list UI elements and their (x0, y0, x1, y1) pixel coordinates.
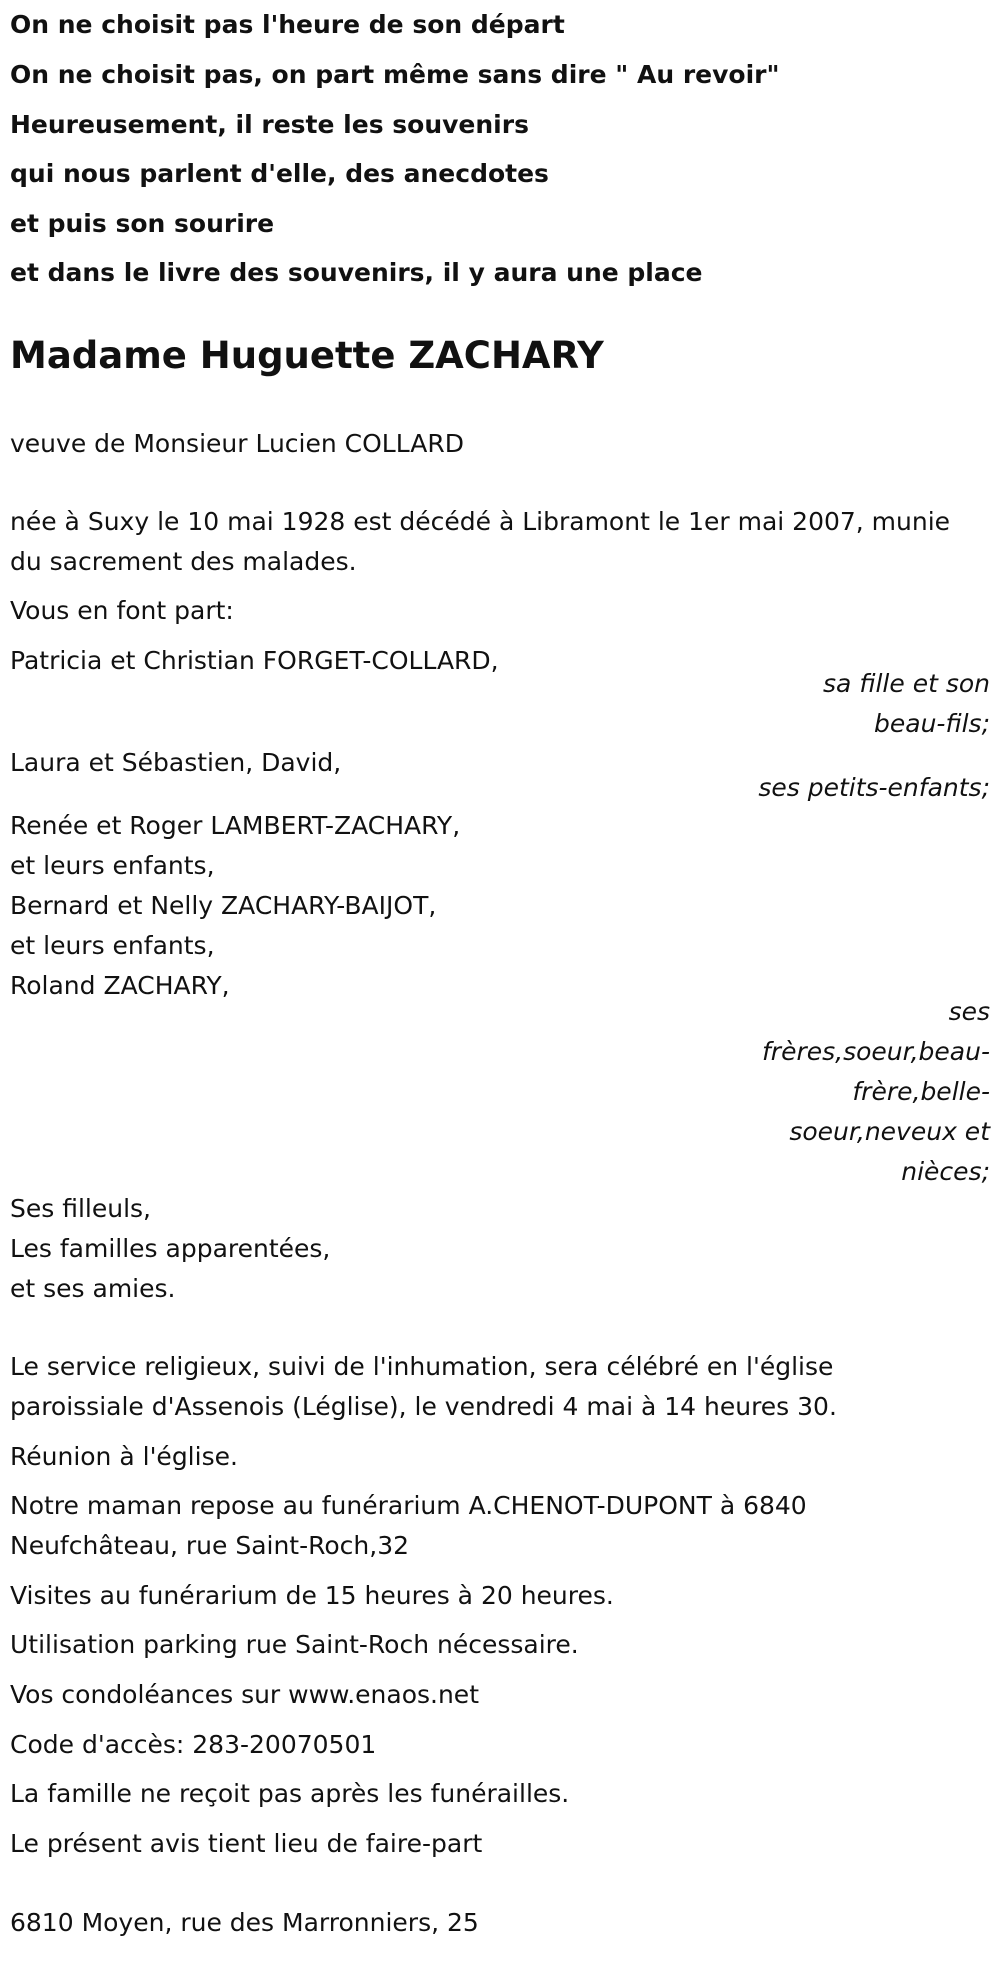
poem-line: et puis son sourire (10, 209, 275, 238)
family-other-line: Les familles apparentées, (10, 1234, 331, 1263)
poem-line: On ne choisit pas l'heure de son départ (10, 10, 565, 39)
note-line: Vos condoléances sur www.enaos.net (10, 1680, 479, 1709)
announce-text: Vous en font part: (10, 596, 234, 625)
poem-line: Heureusement, il reste les souvenirs (10, 110, 529, 139)
family-sibling-line: Bernard et Nelly ZACHARY-BAIJOT, (10, 891, 437, 920)
family-sibling-line: Renée et Roger LAMBERT-ZACHARY, (10, 811, 461, 840)
family-other-line: Ses filleuls, (10, 1194, 152, 1223)
note-line: Code d'accès: 283-20070501 (10, 1730, 377, 1759)
poem-line: qui nous parlent d'elle, des anecdotes (10, 159, 549, 188)
address: 6810 Moyen, rue des Marronniers, 25 (10, 1908, 479, 1937)
poem-line: et dans le livre des souvenirs, il y aura une place (10, 258, 703, 287)
role-line: beau-fils; (874, 709, 990, 738)
note-line: Utilisation parking rue Saint-Roch nécessaire. (10, 1630, 579, 1659)
note-line: Le présent avis tient lieu de faire-part (10, 1829, 483, 1858)
birth-death-line: du sacrement des malades. (10, 547, 357, 576)
role-line: sa fille et son (823, 669, 990, 698)
family-siblings-role (740, 992, 990, 1192)
family-sibling-line: et leurs enfants, (10, 931, 215, 960)
role-line: frère,belle- (852, 1077, 990, 1106)
role-line: ses petits-enfants; (758, 773, 990, 802)
deceased-name: Madame Huguette ZACHARY (10, 334, 604, 377)
funeral-home-line: Notre maman repose au funérarium A.CHENOT-DUPONT à 6840 (10, 1491, 807, 1520)
family-sibling-line: et leurs enfants, (10, 851, 215, 880)
family-daughter-role (730, 664, 990, 744)
role-line: ses (948, 997, 990, 1026)
family-grandchildren-role (710, 768, 990, 808)
widow-of: veuve de Monsieur Lucien COLLARD (10, 429, 464, 458)
service-meeting: Réunion à l'église. (10, 1442, 238, 1471)
service-line: Le service religieux, suivi de l'inhumation, sera célébré en l'église (10, 1352, 834, 1381)
note-line: La famille ne reçoit pas après les funérailles. (10, 1779, 570, 1808)
funeral-home-line: Neufchâteau, rue Saint-Roch,32 (10, 1531, 410, 1560)
birth-death-line: née à Suxy le 10 mai 1928 est décédé à Libramont le 1er mai 2007, munie (10, 507, 951, 536)
poem-line: On ne choisit pas, on part même sans dire " Au revoir" (10, 60, 780, 89)
family-daughter-names: Patricia et Christian FORGET-COLLARD, (10, 646, 499, 675)
note-line: Visites au funérarium de 15 heures à 20 heures. (10, 1581, 614, 1610)
family-other-line: et ses amies. (10, 1274, 176, 1303)
role-line: frères,soeur,beau- (761, 1037, 990, 1066)
service-line: paroissiale d'Assenois (Léglise), le vendredi 4 mai à 14 heures 30. (10, 1392, 837, 1421)
family-sibling-line: Roland ZACHARY, (10, 971, 230, 1000)
role-line: soeur,neveux et (789, 1117, 990, 1146)
role-line: nièces; (901, 1157, 990, 1186)
family-grandchildren-names: Laura et Sébastien, David, (10, 748, 342, 777)
